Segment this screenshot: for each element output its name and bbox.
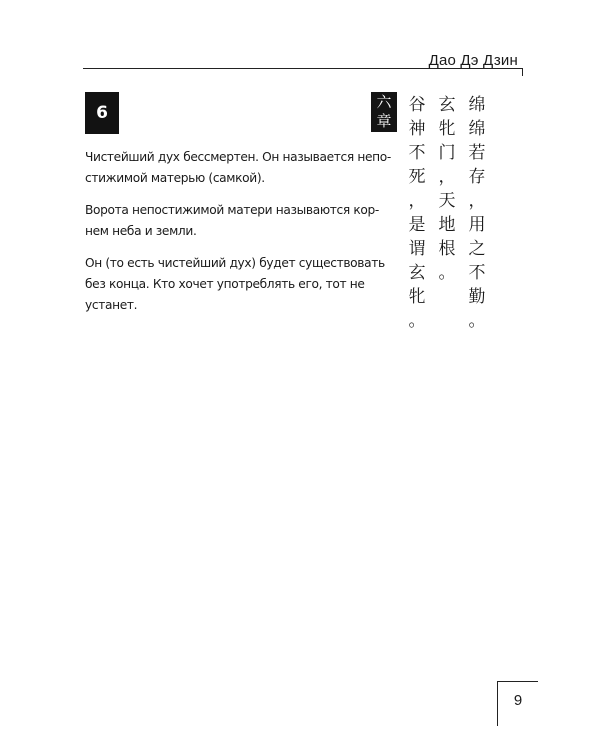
cn-char: 若 [468, 143, 486, 163]
cn-char: 门 [438, 143, 456, 163]
header-rule-tick [522, 68, 523, 76]
paragraph-2 [85, 200, 379, 242]
cn-char: 不 [408, 143, 426, 163]
cn-char: 天 [438, 191, 456, 211]
chinese-column-1 [404, 93, 430, 333]
cn-char: ， [408, 191, 426, 211]
chapter-number-badge: 6 [85, 92, 119, 134]
text-line: Чистейший дух бессмертен. Он называется непо- [85, 150, 391, 164]
text-line: нем неба и земли. [85, 224, 197, 238]
cn-char: 神 [408, 119, 426, 139]
cn-char: 地 [438, 215, 456, 235]
heading-char: 章 [376, 112, 392, 130]
cn-char: 用 [468, 215, 486, 235]
text-line: без конца. Кто хочет употреблять его, тот не [85, 277, 365, 291]
cn-char: 不 [468, 263, 486, 283]
cn-char: 玄 [438, 95, 456, 115]
chinese-column-2 [434, 93, 460, 285]
cn-char: 谷 [408, 95, 426, 115]
text-line: Он (то есть чистейший дух) будет существовать [85, 256, 385, 270]
running-header: Дао Дэ Дзин [428, 52, 518, 69]
text-line: Ворота непостижимой матери называются кор- [85, 203, 379, 217]
cn-char: 谓 [408, 239, 426, 259]
cn-char: 根 [438, 239, 456, 259]
heading-char: 六 [376, 93, 392, 111]
page-number: 9 [513, 691, 523, 709]
cn-char: 。 [468, 311, 486, 331]
cn-char: 牝 [408, 287, 426, 307]
text-line: устанет. [85, 298, 138, 312]
cn-char: 绵 [468, 119, 486, 139]
cn-char: 玄 [408, 263, 426, 283]
cn-char: ， [438, 167, 456, 187]
page-number-box [497, 681, 538, 718]
cn-char: 。 [408, 311, 426, 331]
cn-char: 绵 [468, 95, 486, 115]
chinese-column-3 [464, 93, 490, 333]
paragraph-1 [85, 147, 391, 189]
cn-char: 之 [468, 239, 486, 259]
header-rule [83, 68, 523, 69]
page-box-tail [497, 716, 498, 726]
text-line: стижимой матерью (самкой). [85, 171, 265, 185]
cn-char: 死 [408, 167, 426, 187]
russian-translation [85, 147, 391, 327]
paragraph-3 [85, 253, 385, 316]
cn-char: 勤 [468, 287, 486, 307]
cn-char: 存 [468, 167, 486, 187]
cn-char: 。 [438, 263, 456, 283]
cn-char: ， [468, 191, 486, 211]
chinese-chapter-heading [371, 92, 397, 132]
cn-char: 是 [408, 215, 426, 235]
cn-char: 牝 [438, 119, 456, 139]
